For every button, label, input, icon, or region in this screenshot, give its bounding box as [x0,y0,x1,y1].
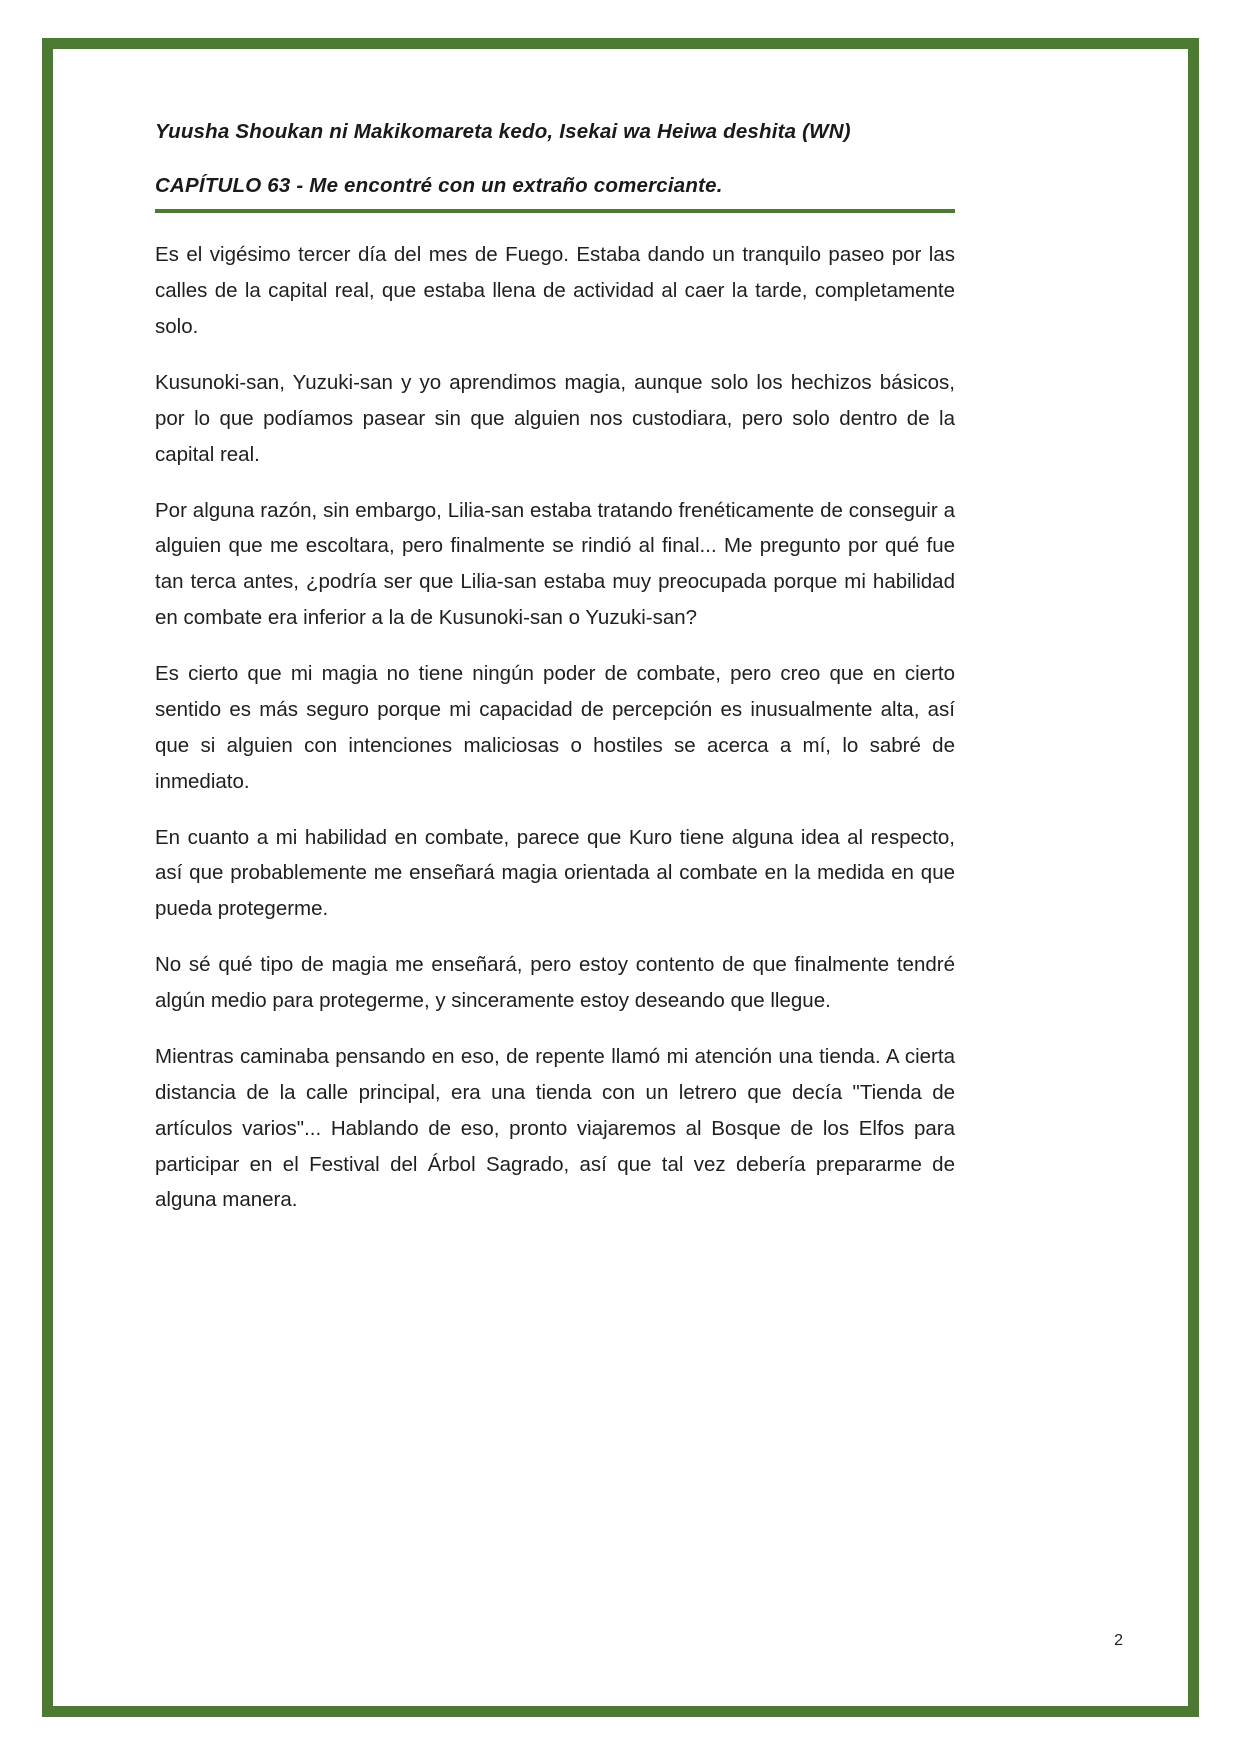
paragraph: Es cierto que mi magia no tiene ningún poder de combate, pero creo que en cierto sentido es más seguro porque mi capacidad de percepción es inusualmente alta, así que si alguien con intenciones maliciosas o hostiles se acerca a mí, lo sabré de inmediato. [155,662,955,793]
paragraph: No sé qué tipo de magia me enseñará, pero estoy contento de que finalmente tendré algún medio para protegerme, y sinceramente estoy deseando que llegue. [155,953,955,1013]
paragraph: Mientras caminaba pensando en eso, de repente llamó mi atención una tienda. A cierta distancia de la calle principal, era una tienda con un letrero que decía "Tienda de artículos varios"... Hablando de eso, pronto viajaremos al Bosque de los Elfos para participar en el Festival del Árbol Sagrado, así que tal vez debería prepararme de alguna manera. [155,1044,955,1212]
body-text [155,237,955,1218]
paragraph: Kusunoki-san, Yuzuki-san y yo aprendimos magia, aunque solo los hechizos básicos, por lo que podíamos pasear sin que alguien nos custodiara, pero solo dentro de la capital real. [155,370,955,466]
title-divider [155,209,955,213]
paragraph: Es el vigésimo tercer día del mes de Fuego. Estaba dando un tranquilo paseo por las calles de la capital real, que estaba llena de actividad al caer la tarde, completamente solo. [155,243,955,339]
paragraph: En cuanto a mi habilidad en combate, parece que Kuro tiene alguna idea al respecto, así que probablemente me enseñará magia orientada al combate en la medida en que pueda protegerme. [155,825,955,921]
paragraph: Por alguna razón, sin embargo, Lilia-san estaba tratando frenéticamente de conseguir a alguien que me escoltara, pero finalmente se rindió al final... Me pregunto por qué fue tan terca antes, ¿podría ser que Lilia-san estaba muy preocupada porque mi habilidad en combate era inferior a la de Kusunoki-san o Yuzuki-san? [155,498,955,630]
chapter-title: CAPÍTULO 63 - Me encontré con un extraño comerciante. [155,173,723,197]
document-content [155,118,955,1218]
page-number: 2 [1114,1632,1123,1649]
series-title: Yuusha Shoukan ni Makikomareta kedo, Isekai wa Heiwa deshita (WN) [155,120,851,143]
